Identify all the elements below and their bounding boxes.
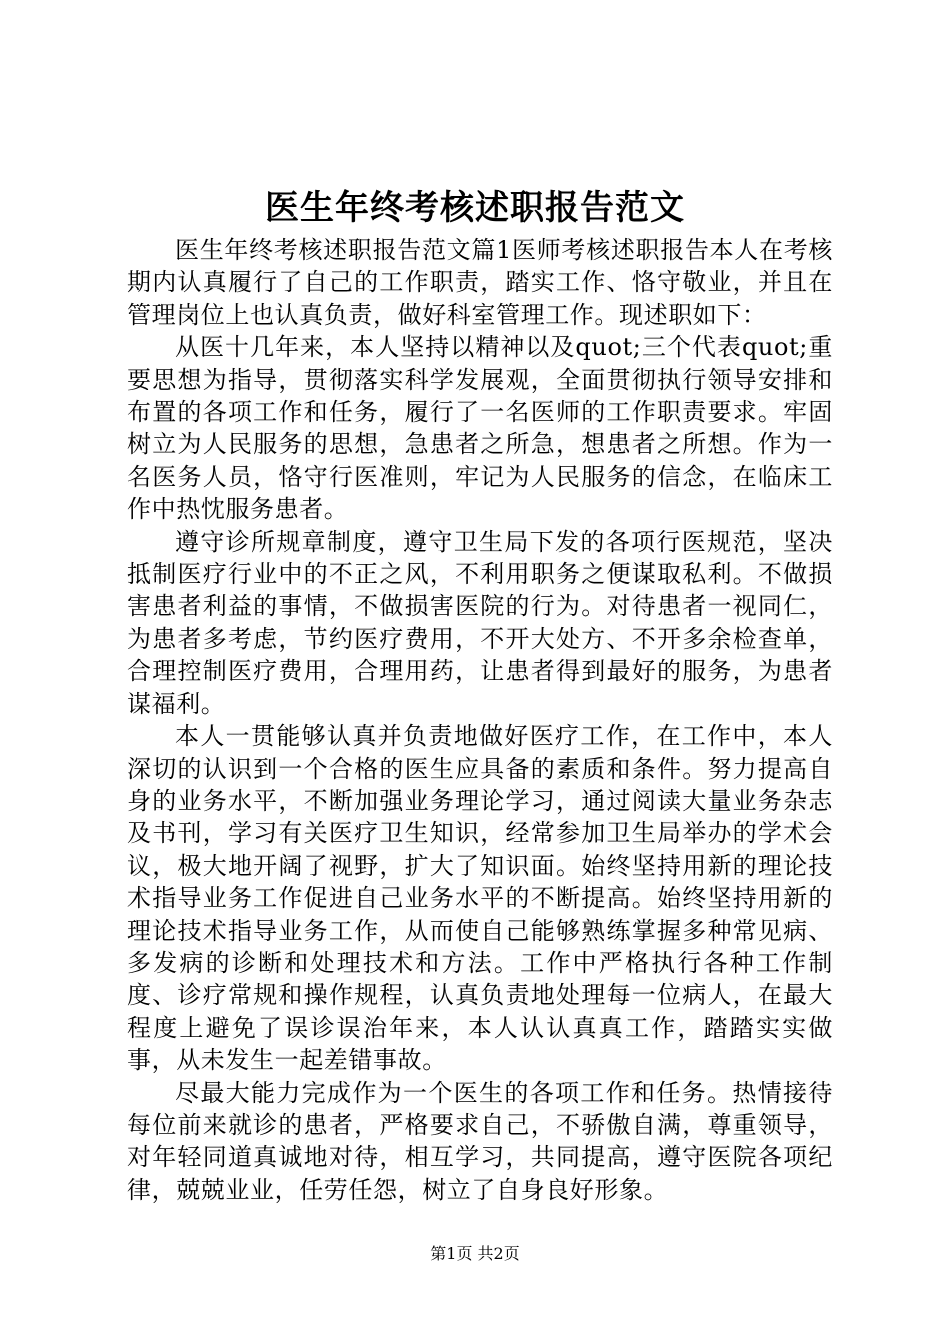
document-body xyxy=(127,234,833,1206)
paragraph-duties: 尽最大能力完成作为一个医生的各项工作和任务。热情接待每位前来就诊的患者，严格要求自己，不骄傲自满，尊重领导，对年轻同道真诚地对待，相互学习，共同提高，遵守医院各项纪律，兢兢业业，任劳任怨，树立了自身良好形象。 xyxy=(127,1078,833,1204)
page-number: 第1页 共2页 xyxy=(430,1244,520,1263)
paragraph-ideology: 从医十几年来，本人坚持以精神以及quot;三个代表quot;重要思想为指导，贯彻落实科学发展观，全面贯彻执行领导安排和布置的各项工作和任务，履行了一名医师的工作职责要求。牢固树立为人民服务的思想，急患者之所急，想患者之所想。作为一名医务人员，恪守行医准则，牢记为人民服务的信念，在临床工作中热忱服务患者。 xyxy=(127,333,833,524)
document-title: 医生年终考核述职报告范文 xyxy=(265,188,685,228)
paragraph-rules: 遵守诊所规章制度，遵守卫生局下发的各项行医规范，坚决抵制医疗行业中的不正之风，不利用职务之便谋取私利。不做损害患者利益的事情，不做损害医院的行为。对待患者一视同仁，为患者多考虑，节约医疗费用，不开大处方、不开多余检查单，合理控制医疗费用，合理用药，让患者得到最好的服务，为患者谋福利。 xyxy=(127,527,833,718)
paragraph-intro: 医生年终考核述职报告范文篇1医师考核述职报告本人在考核期内认真履行了自己的工作职责，踏实工作、恪守敬业，并且在管理岗位上也认真负责，做好科室管理工作。现述职如下： xyxy=(127,236,833,329)
paragraph-medical-work: 本人一贯能够认真并负责地做好医疗工作，在工作中，本人深切的认识到一个合格的医生应具备的素质和条件。努力提高自身的业务水平，不断加强业务理论学习，通过阅读大量业务杂志及书刊，学习有关医疗卫生知识，经常参加卫生局举办的学术会议，极大地开阔了视野，扩大了知识面。始终坚持用新的理论技术指导业务工作促进自己业务水平的不断提高。始终坚持用新的理论技术指导业务工作，从而使自己能够熟练掌握多种常见病、多发病的诊断和处理技术和方法。工作中严格执行各种工作制度、诊疗常规和操作规程，认真负责地处理每一位病人，在最大程度上避免了误诊误治年来，本人认认真真工作，踏踏实实做事，从未发生一起差错事故。 xyxy=(127,722,833,1075)
